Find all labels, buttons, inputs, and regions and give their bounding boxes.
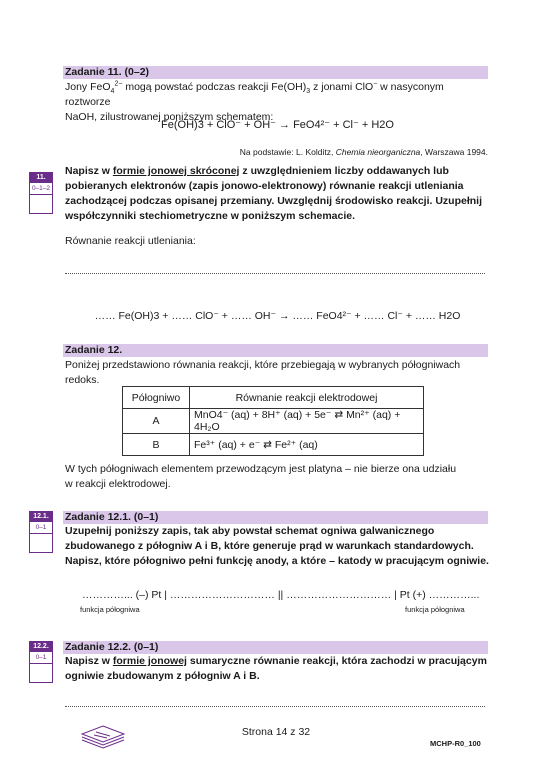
task12-header: Zadanie 12.: [65, 344, 123, 356]
task11-intro: Jony FeO$_4^{2-}$ mogą powstać podczas reakcji $Fe(OH)_3$ z jonami ClO− w nasyconym roztworze NaOH, zilustrowanej poniższym schematem:: [65, 80, 444, 123]
intro-text-2: mogą powstać podczas reakcji Fe(OH): [122, 81, 307, 93]
cell-scheme[interactable]: [82, 589, 492, 601]
source-title: Chemia nieorganiczna: [335, 147, 421, 157]
task11-header: Zadanie 11. (0–2): [65, 66, 150, 78]
task11-instruction: [65, 164, 490, 224]
task12-2-header: Zadanie 12.2. (0–1): [65, 641, 159, 653]
task12-1-score-box: [29, 511, 53, 553]
reaction-scheme-text: Fe(OH)3 + ClO⁻ + OH⁻ → FeO4²⁻ + Cl⁻ + H2O: [161, 119, 394, 131]
task12-header-bar: [63, 344, 488, 357]
intro-text-5: NaOH, zilustrowanej poniższym schematem:: [65, 111, 274, 123]
intro-text-3: z jonami ClO: [310, 81, 374, 93]
table-row: [123, 409, 424, 434]
half-cell-table: [122, 386, 424, 456]
task12-note: [65, 462, 490, 492]
score-box-points: 0–1: [30, 652, 52, 664]
instruction-part-b: z uwzględnieniem liczby oddawanych lub pobieranych elektronów (zapis jonowo-elektronowy) równanie reakcji utleniania zachodzącej podczas opisanej przemiany. Uwzględnij środowisko reakcji. Uzupełnij współczynniki stechiometryczne w poniższym schemacie.: [65, 165, 482, 222]
caption-right: funkcja półogniwa: [405, 605, 465, 614]
score-box-number: 12.1.: [30, 512, 52, 522]
intro-text-1: Jony FeO: [65, 81, 111, 93]
instruction-underlined: formie jonowej: [112, 655, 187, 667]
source-prefix: Na podstawie: L. Kolditz,: [239, 147, 336, 157]
equation-label: Równanie reakcji utleniania:: [65, 235, 196, 247]
page-number: Strona 14 z 32: [241, 726, 311, 738]
task12-intro: Poniżej przedstawiono równania reakcji, które przebiegają w wybranych półogniwach redoks.: [65, 359, 461, 386]
table-header-cell: Półogniwo: [123, 387, 190, 409]
source-citation: [200, 147, 488, 157]
task11-header-bar: [63, 66, 488, 79]
instruction-underlined: formie jonowej skróconej: [112, 165, 240, 177]
instruction-part-b: sumaryczne równanie reakcji, która zachodzi w pracującym ogniwie zbudowanym z półogniw A i B.: [65, 655, 487, 682]
score-box-points: 0–1–2: [30, 183, 52, 195]
answer-line-equation[interactable]: [65, 272, 485, 274]
table-cell: Fe³⁺ (aq) + e⁻ ⇄ Fe²⁺ (aq): [190, 434, 424, 456]
table-cell: MnO4⁻ (aq) + 8H⁺ (aq) + 5e⁻ ⇄ Mn²⁺ (aq) + 4H₂O: [190, 409, 424, 434]
table-cell: B: [123, 434, 190, 456]
table-header-row: [123, 387, 424, 409]
table-header-cell: Równanie reakcji elektrodowej: [190, 387, 424, 409]
task12-2-header-bar: [63, 641, 488, 654]
fill-scheme-text: …… Fe(OH)3 + …… ClO⁻ + …… OH⁻ → …… FeO4²⁻ + …… Cl⁻ + …… H2O: [94, 310, 461, 322]
note-line-2: w reakcji elektrodowej.: [65, 478, 171, 490]
score-box-field[interactable]: [30, 534, 52, 552]
score-box-field[interactable]: [30, 195, 52, 213]
exam-code: MCHP-R0_100: [430, 739, 481, 748]
answer-line-12-2[interactable]: [65, 705, 485, 707]
score-box-number: 11.: [30, 173, 52, 183]
note-line-1: W tych półogniwach elementem przewodzącym jest platyna – nie bierze ona udziału: [65, 463, 457, 475]
task12-2-instruction: [65, 654, 490, 684]
caption-left: funkcja półogniwa: [80, 605, 140, 614]
fill-scheme[interactable]: [65, 310, 490, 322]
task12-1-header-bar: [63, 511, 488, 524]
table-cell: A: [123, 409, 190, 434]
instruction-part-a: Napisz w: [65, 165, 113, 177]
task12-2-score-box: [29, 641, 53, 683]
score-box-number: 12.2.: [30, 642, 52, 652]
source-suffix: , Warszawa 1994.: [420, 147, 488, 157]
reaction-scheme: [65, 118, 490, 131]
task11-score-box: [29, 172, 53, 214]
instruction-part-a: Napisz w: [65, 655, 113, 667]
task12-1-instruction: Uzupełnij poniższy zapis, tak aby powstał schemat ogniwa galwanicznego zbudowanego z półogniw A i B, które generuje prąd w warunkach standardowych. Napisz, które półogniwo pełni funkcję anody, a które – katody w pracującym ogniwie.: [65, 525, 489, 567]
task12-1-header: Zadanie 12.1. (0–1): [65, 511, 159, 523]
score-box-field[interactable]: [30, 664, 52, 682]
intro-text-4: w nasyconym roztworze: [65, 81, 444, 108]
cell-scheme-text: …………... (–) Pt | ………………………… || ………………………… | Pt (+) …………...: [82, 589, 480, 601]
table-row: [123, 434, 424, 456]
score-box-points: 0–1: [30, 522, 52, 534]
